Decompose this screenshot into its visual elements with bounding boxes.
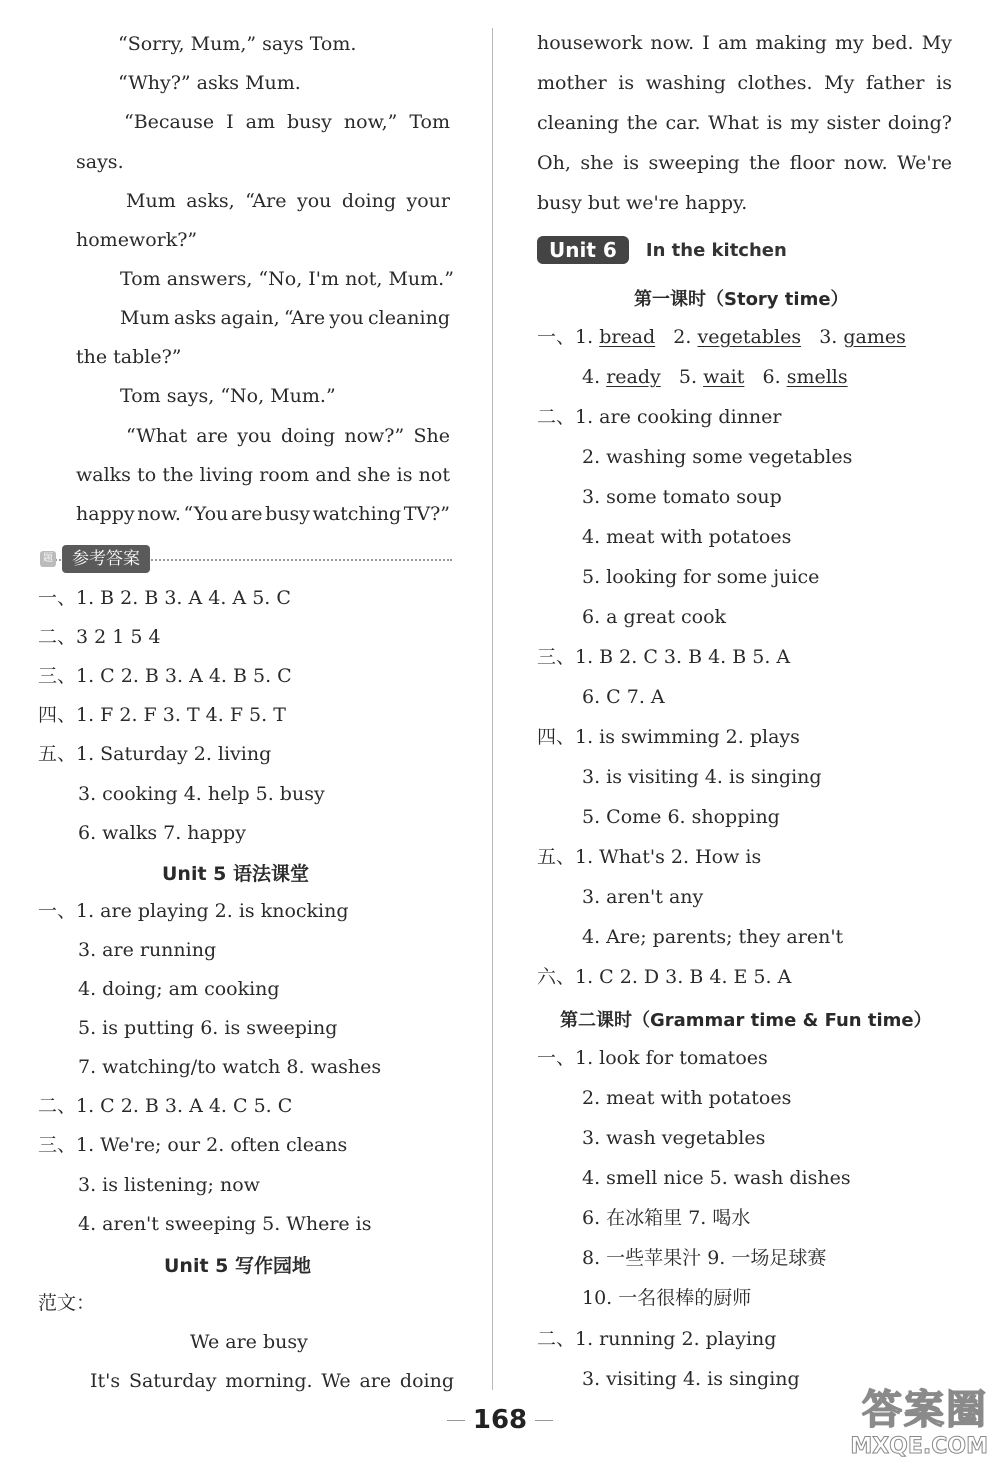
word: We're [897, 152, 952, 174]
answer-row: 5. Come 6. shopping [582, 806, 780, 828]
essay-line: busy but we're happy. [537, 192, 748, 214]
story-line: the table?” [76, 346, 182, 368]
word: now?” [344, 425, 405, 447]
word: is [396, 464, 413, 486]
story-line [126, 189, 450, 213]
word: is [623, 152, 639, 174]
word: watching [312, 503, 402, 525]
story-line: Tom answers, “No, I'm not, Mum.” [120, 268, 454, 290]
story-line [76, 463, 450, 487]
word: My [921, 32, 952, 54]
answer-row: 5. looking for some juice [582, 566, 820, 588]
answer-row: 五、1. Saturday 2. living [38, 743, 272, 765]
word: morning. [225, 1370, 313, 1392]
answer-row: 六、1. C 2. D 3. B 4. E 5. A [537, 966, 792, 988]
word: Tom [409, 111, 450, 133]
word: TV?” [403, 503, 450, 525]
word: sister [826, 112, 881, 134]
word: bed. [871, 32, 914, 54]
word: she [580, 152, 614, 174]
unit5-writing-heading: Unit 5 写作园地 [164, 1255, 311, 1277]
answer-row: 一、1. bread 2. vegetables 3. games [537, 326, 906, 348]
word: walks [76, 464, 131, 486]
answer-row: 3. cooking 4. help 5. busy [78, 783, 325, 805]
word: “Because [124, 111, 215, 133]
answer-row: 4. ready 5. wait 6. smells [582, 366, 848, 388]
word: She [413, 425, 450, 447]
word: is [766, 112, 783, 134]
grammar-row: 3. is listening; now [78, 1174, 260, 1196]
word: doing [399, 1370, 454, 1392]
watermark-sub: MXQE.COM [850, 1434, 988, 1459]
word: “You [183, 503, 229, 525]
story-line: homework?” [76, 229, 198, 251]
word: you [296, 190, 332, 212]
essay-line [90, 1369, 454, 1393]
word: are [359, 1370, 392, 1392]
word: now,” [343, 111, 398, 133]
word: Mum [126, 190, 176, 212]
word: now. [843, 152, 888, 174]
word: housework [537, 32, 643, 54]
answer-row: 3. wash vegetables [582, 1127, 766, 1149]
grammar-row: 三、1. We're; our 2. often cleans [38, 1134, 348, 1156]
lesson2-heading: 第二课时（Grammar time & Fun time） [560, 1010, 932, 1031]
word: “What [126, 425, 187, 447]
grammar-row: 一、1. are playing 2. is knocking [38, 900, 349, 922]
word: busy [265, 503, 310, 525]
word: clothes. [737, 72, 813, 94]
word: doing? [887, 112, 952, 134]
unit5-grammar-heading: Unit 5 语法课堂 [162, 863, 309, 885]
word: my [790, 112, 819, 134]
word: I [702, 32, 710, 54]
word: not [418, 464, 450, 486]
unit6-badge: Unit 6 [537, 236, 629, 264]
story-line [126, 424, 450, 448]
answer-row: 2. washing some vegetables [582, 446, 853, 468]
word: are [230, 503, 263, 525]
answer-row: 6. 在冰箱里 7. 喝水 [582, 1207, 751, 1229]
word: Oh, [537, 152, 571, 174]
word: living [199, 464, 254, 486]
word: asks, [186, 190, 235, 212]
word: busy [287, 111, 332, 133]
answer-row: 五、1. What's 2. How is [537, 846, 762, 868]
word: “Are [245, 190, 287, 212]
word: Mum [120, 307, 170, 329]
answer-row: 4. meat with potatoes [582, 526, 792, 548]
answer-row: 4. smell nice 5. wash dishes [582, 1167, 851, 1189]
word: car. [665, 112, 701, 134]
word: to [137, 464, 157, 486]
essay-line [537, 151, 952, 175]
word: What [708, 112, 759, 134]
essay-line [537, 111, 952, 135]
unit6-title: In the kitchen [645, 239, 787, 261]
grammar-row: 7. watching/to watch 8. washes [78, 1056, 382, 1078]
word: floor [789, 152, 835, 174]
story-line: “Why?” asks Mum. [118, 72, 301, 94]
essay-title: We are busy [190, 1331, 308, 1353]
word: happy [76, 503, 135, 525]
answer-row: 6. C 7. A [582, 686, 665, 708]
story-line [124, 110, 450, 134]
word: Saturday [128, 1370, 217, 1392]
grammar-row: 二、1. C 2. B 3. A 4. C 5. C [38, 1095, 293, 1117]
answer-row: 三、1. B 2. C 3. B 4. B 5. A [537, 646, 791, 668]
word: My [824, 72, 855, 94]
answer-row: 一、1. look for tomatoes [537, 1047, 768, 1069]
answer-row: 4. Are; parents; they aren't [582, 926, 844, 948]
word: cleaning [367, 307, 450, 329]
essay-line [537, 31, 952, 55]
word: my [835, 32, 864, 54]
answer-row: 3. some tomato soup [582, 486, 782, 508]
word: sweeping [648, 152, 740, 174]
answer-row: 一、1. B 2. B 3. A 4. A 5. C [38, 587, 291, 609]
answer-row: 三、1. C 2. B 3. A 4. B 5. C [38, 665, 292, 687]
story-line [120, 306, 450, 330]
answer-row: 2. meat with potatoes [582, 1087, 792, 1109]
lesson1-heading: 第一课时（Story time） [634, 289, 849, 310]
word: washing [645, 72, 726, 94]
word: asks [173, 307, 217, 329]
answer-row: 10. 一名很棒的厨师 [582, 1287, 752, 1309]
word: now. [650, 32, 695, 54]
story-line: says. [76, 151, 124, 173]
word: I [226, 111, 234, 133]
answer-icon: 题 [40, 551, 56, 567]
word: she [357, 464, 391, 486]
answer-row: 3. aren't any [582, 886, 704, 908]
word: am [717, 32, 748, 54]
word: We [321, 1370, 351, 1392]
answer-row: 6. walks 7. happy [78, 822, 246, 844]
page-number: 168 [0, 1405, 1000, 1435]
grammar-row: 4. doing; am cooking [78, 978, 280, 1000]
word: again, [220, 307, 280, 329]
word: is [618, 72, 635, 94]
answer-row: 四、1. is swimming 2. plays [537, 726, 800, 748]
word: are [196, 425, 228, 447]
answer-row: 二、1. running 2. playing [537, 1328, 777, 1350]
word: doing [341, 190, 396, 212]
word: you [329, 307, 364, 329]
grammar-row: 5. is putting 6. is sweeping [78, 1017, 338, 1039]
grammar-row: 3. are running [78, 939, 217, 961]
word: the [162, 464, 194, 486]
story-line: “Sorry, Mum,” says Tom. [118, 33, 357, 55]
word: the [749, 152, 781, 174]
answer-row: 二、1. are cooking dinner [537, 406, 782, 428]
watermark [818, 1378, 994, 1466]
answer-row: 3. visiting 4. is singing [582, 1368, 800, 1390]
story-line: Tom says, “No, Mum.” [120, 385, 336, 407]
answer-row: 8. 一些苹果汁 9. 一场足球赛 [582, 1247, 827, 1269]
word: am [245, 111, 275, 133]
word: is [936, 72, 952, 94]
grammar-row: 4. aren't sweeping 5. Where is [78, 1213, 372, 1235]
word: making [755, 32, 827, 54]
word: father [865, 72, 925, 94]
answer-row: 6. a great cook [582, 606, 727, 628]
word: mother [537, 72, 607, 94]
word: “Are [283, 307, 326, 329]
word: It's [90, 1370, 121, 1392]
answer-section-header [40, 545, 452, 573]
word: room [259, 464, 310, 486]
word: now. [137, 503, 181, 525]
word: cleaning [537, 112, 620, 134]
word: doing [280, 425, 336, 447]
watermark-main: 答案圈 [862, 1387, 988, 1433]
column-divider [492, 28, 493, 1390]
answer-row: 3. is visiting 4. is singing [582, 766, 822, 788]
story-line [76, 502, 450, 526]
essay-line [537, 71, 952, 95]
word: and [315, 464, 352, 486]
sample-essay-label: 范文： [38, 1292, 96, 1314]
answer-row: 二、3 2 1 5 4 [38, 626, 161, 648]
answer-row: 四、1. F 2. F 3. T 4. F 5. T [38, 704, 286, 726]
word: the [626, 112, 658, 134]
answer-header-badge: 参考答案 [62, 545, 150, 573]
word: you [237, 425, 272, 447]
word: your [406, 190, 450, 212]
unit6-header [537, 236, 787, 264]
